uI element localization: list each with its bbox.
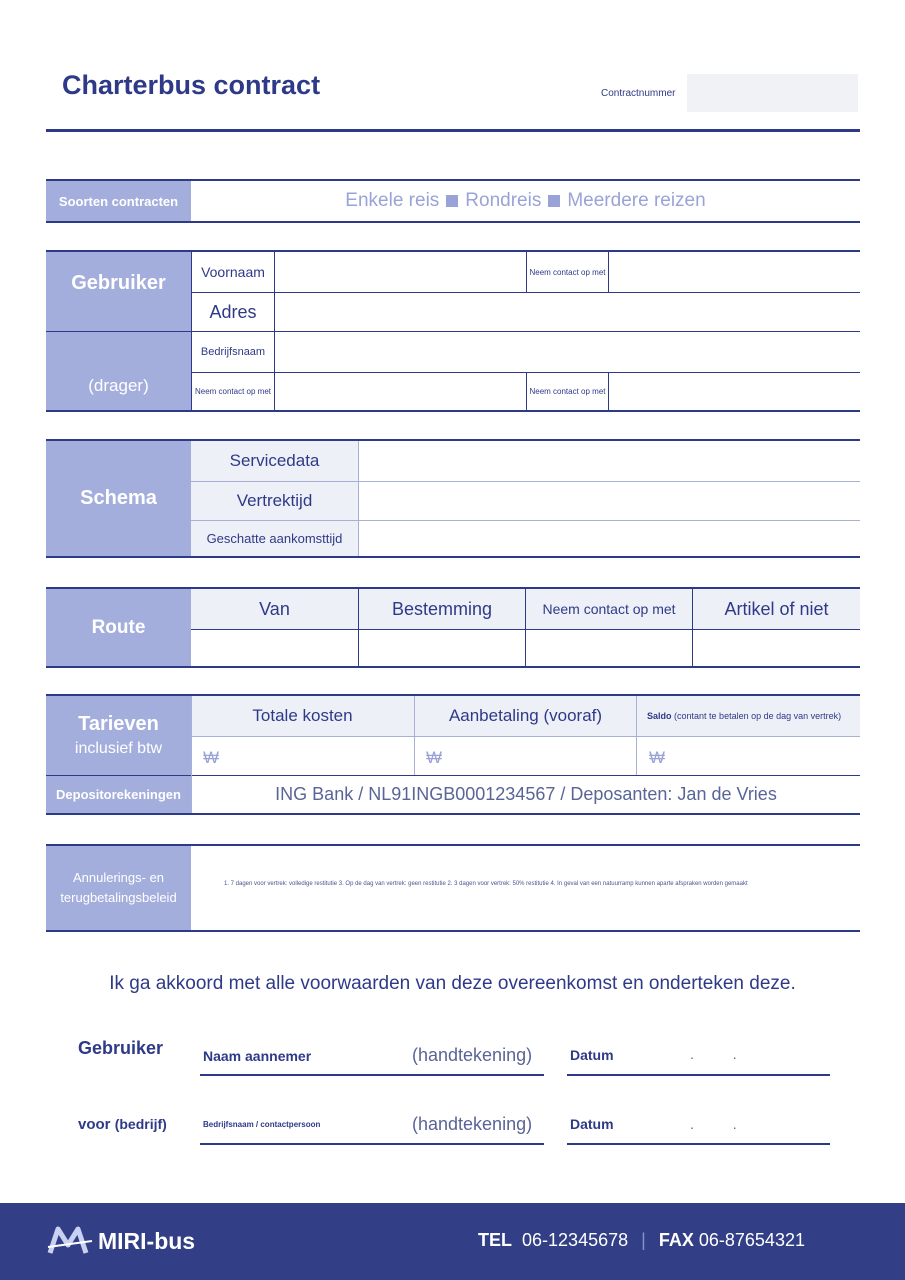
contract-types-label: Soorten contracten [58, 193, 179, 209]
option-single-trip[interactable]: Enkele reis [345, 190, 440, 211]
route-from-field[interactable] [191, 630, 358, 666]
contact-info [478, 1230, 805, 1251]
rates-sub-label: inclusief btw [74, 740, 163, 757]
contract-number-field[interactable] [687, 74, 858, 112]
deposit-field[interactable] [444, 737, 636, 775]
signature-line-1[interactable] [200, 1074, 544, 1076]
route-col-from: Van [259, 598, 290, 619]
contract-types-options [191, 181, 860, 221]
brand-logo-icon [46, 1225, 96, 1257]
schedule-label: Schema [80, 487, 157, 509]
company-contact-label: Bedrijfsnaam / contactpersoon [203, 1120, 321, 1129]
rates-label: Tarieven [78, 713, 159, 735]
contact-field-2[interactable] [275, 373, 526, 410]
user-label: Gebruiker [71, 272, 166, 294]
service-date-field[interactable] [359, 441, 860, 481]
route-label-cell [46, 589, 191, 666]
cancellation-text: 1. 7 dagen voor vertrek: volledige restitutie 3. Op de dag van vertrek: geen restitutie 2. 3 dagen voor vertrek: 50% restitutie 4. In geval van een natuurramp kunnen aparte afspraken worden gemaakt [224, 881, 748, 887]
first-name-field[interactable] [275, 252, 526, 292]
balance-currency-icon: ₩ [649, 748, 666, 767]
signature-party-company [78, 1116, 167, 1133]
deposit-sub-label: (vooraf) [543, 706, 603, 725]
total-currency-icon: ₩ [203, 748, 220, 767]
accounts-value: ING Bank / NL91INGB0001234567 / Deposanten: Jan de Vries [275, 784, 777, 804]
route-destination-field[interactable] [359, 630, 525, 666]
cancellation-label-cell [46, 846, 191, 930]
signature-line-2[interactable] [200, 1143, 544, 1145]
contact-field-3[interactable] [609, 373, 860, 410]
total-cost-field[interactable] [221, 737, 414, 775]
tel-number: 06-12345678 [522, 1230, 629, 1250]
address-label: Adres [209, 301, 257, 322]
accounts-label: Depositorekeningen [56, 787, 181, 802]
deposit-currency-icon: ₩ [426, 748, 443, 767]
user-section [46, 250, 860, 412]
contract-types-label-cell [46, 181, 191, 221]
header-divider [46, 129, 860, 132]
deposit-header [415, 696, 636, 736]
deposit-label: Aanbetaling [448, 706, 539, 725]
date-dots-1: . . [690, 1046, 737, 1062]
contact-label-3: Neem contact op met [529, 387, 606, 396]
balance-header [637, 696, 860, 736]
page-title: Charterbus contract [62, 70, 321, 100]
tel-label: TEL [478, 1230, 512, 1250]
route-col-destination: Bestemming [391, 598, 493, 619]
company-field[interactable] [275, 332, 860, 372]
checkbox-round-trip-icon[interactable] [446, 195, 458, 207]
arrival-time-label: Geschatte aankomsttijd [206, 531, 343, 546]
route-contact-field[interactable] [526, 630, 692, 666]
brand-name: MIRI-bus [98, 1228, 196, 1254]
first-name-label: Voornaam [201, 264, 265, 280]
footer-bar [0, 1203, 905, 1280]
date-label-2: Datum [570, 1116, 614, 1132]
departure-time-label: Vertrektijd [236, 491, 313, 510]
departure-time-field[interactable] [359, 482, 860, 520]
cancellation-section [46, 844, 860, 932]
contractor-name-label: Naam aannemer [203, 1048, 312, 1064]
option-round-trip[interactable]: Rondreis [465, 190, 542, 211]
date-dots-2: . . [690, 1116, 737, 1132]
agreement-statement: Ik ga akkoord met alle voorwaarden van deze overeenkomst en onderteken deze. [109, 973, 796, 994]
contract-number-label: Contractnummer [601, 88, 676, 99]
total-cost-label: Totale kosten [252, 706, 353, 725]
date-line-2[interactable] [567, 1143, 830, 1145]
user-sub-label: (drager) [88, 376, 149, 395]
cancellation-label-2: terugbetalingsbeleid [60, 890, 177, 905]
signature-party-user: Gebruiker [78, 1038, 164, 1058]
address-field[interactable] [275, 293, 860, 331]
contact-field[interactable] [609, 252, 860, 292]
accounts-label-cell [46, 776, 191, 813]
company-label: Bedrijfsnaam [200, 346, 266, 358]
balance-field[interactable] [667, 737, 860, 775]
date-line-1[interactable] [567, 1074, 830, 1076]
separator: | [641, 1230, 646, 1250]
balance-label: Saldo [647, 711, 672, 721]
balance-sub-label: (contant te betalen op de dag van vertrek) [674, 711, 842, 721]
route-col-article: Artikel of niet [724, 598, 829, 619]
contract-types-section [46, 179, 860, 223]
fax-label: FAX [658, 1230, 694, 1250]
rates-label-cell [46, 696, 191, 775]
schedule-section [46, 439, 860, 558]
contact-label-2: Neem contact op met [194, 387, 272, 396]
checkbox-multiple-trips-icon[interactable] [548, 195, 560, 207]
route-article-field[interactable] [693, 630, 860, 666]
signature-hint-2: (handtekening) [412, 1114, 533, 1134]
fax-number: 06-87654321 [698, 1230, 805, 1250]
party-company-sub: (bedrijf) [114, 1116, 167, 1132]
signature-hint-1: (handtekening) [412, 1045, 533, 1065]
route-section [46, 587, 860, 668]
rates-section [46, 694, 860, 815]
option-multiple-trips[interactable]: Meerdere reizen [567, 190, 706, 211]
route-label: Route [91, 616, 146, 638]
arrival-time-field[interactable] [359, 521, 860, 556]
date-label-1: Datum [570, 1047, 614, 1063]
service-date-label: Servicedata [229, 451, 320, 470]
cancellation-label-1: Annulerings- en [72, 870, 165, 885]
route-col-contact: Neem contact op met [542, 601, 676, 617]
contact-label: Neem contact op met [529, 267, 606, 277]
schedule-label-cell [46, 441, 191, 556]
party-company-label: voor [78, 1116, 111, 1133]
